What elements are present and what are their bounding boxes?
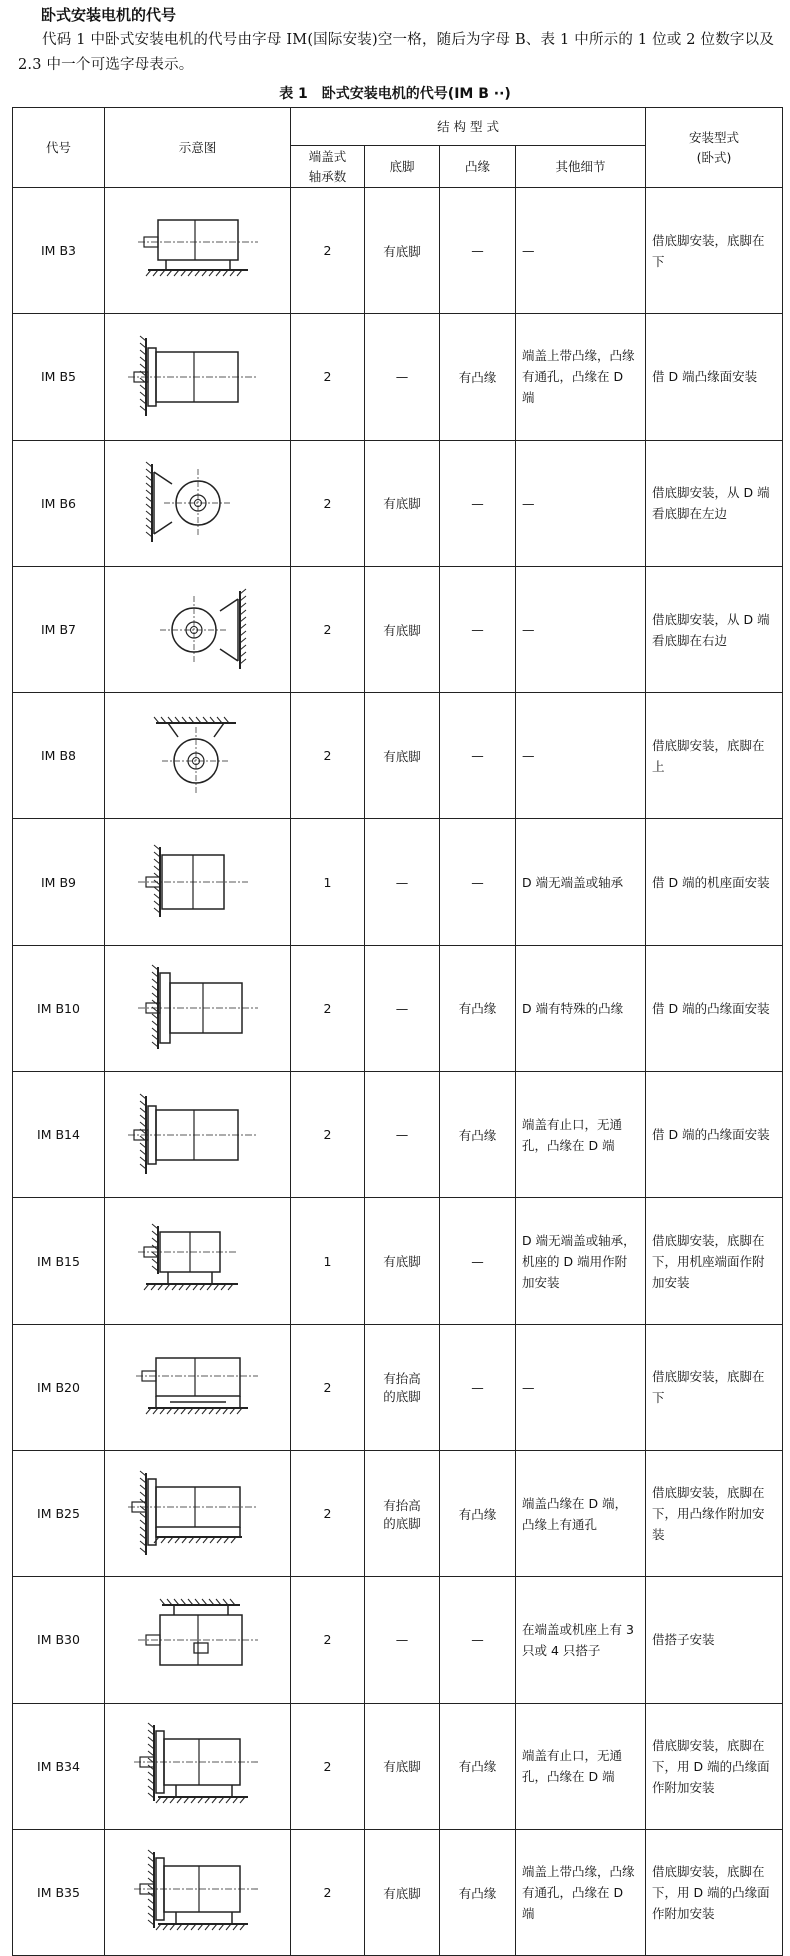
table-row: [13, 1577, 783, 1703]
flange-cell: 有凸缘: [440, 1703, 516, 1829]
feet-cell: 有抬高的底脚: [365, 1450, 440, 1576]
mounting-cell: 借底脚安装，底脚在下: [646, 188, 783, 314]
header-code: 代号: [13, 108, 105, 188]
table-row: [13, 188, 783, 314]
table-row: [13, 693, 783, 819]
header-mounting: 安装型式 (卧式): [646, 108, 783, 188]
other-cell: —: [516, 1324, 646, 1450]
table-row: [13, 314, 783, 440]
bearings-cell: 1: [291, 1198, 365, 1324]
mounting-schematic-icon: [118, 454, 278, 552]
flange-cell: 有凸缘: [440, 1450, 516, 1576]
feet-cell: —: [365, 314, 440, 440]
mounting-schematic-icon: [118, 328, 278, 426]
mounting-schematic-icon: [118, 202, 278, 300]
other-cell: —: [516, 566, 646, 692]
other-cell: 端盖有止口，无通孔，凸缘在 D 端: [516, 1072, 646, 1198]
bearings-cell: 2: [291, 1577, 365, 1703]
code-cell: IM B30: [13, 1577, 105, 1703]
flange-cell: —: [440, 1198, 516, 1324]
header-bearings: 端盖式 轴承数: [291, 146, 365, 188]
other-cell: —: [516, 440, 646, 566]
diagram-cell: [105, 945, 291, 1071]
feet-cell: 有底脚: [365, 693, 440, 819]
mounting-cell: 借底脚安装，从 D 端看底脚在右边: [646, 566, 783, 692]
diagram-cell: [105, 1577, 291, 1703]
diagram-cell: [105, 440, 291, 566]
mounting-cell: 借搭子安装: [646, 1577, 783, 1703]
bearings-cell: 2: [291, 188, 365, 314]
table-caption: 表 1 卧式安装电机的代号(IM B ··): [279, 86, 511, 102]
other-cell: 端盖凸缘在 D 端，凸缘上有通孔: [516, 1450, 646, 1576]
code-cell: IM B5: [13, 314, 105, 440]
mounting-cell: 借底脚安装，底脚在下，用 D 端的凸缘面作附加安装: [646, 1829, 783, 1955]
table-row: [13, 1198, 783, 1324]
code-cell: IM B6: [13, 440, 105, 566]
feet-cell: 有底脚: [365, 1703, 440, 1829]
flange-cell: —: [440, 188, 516, 314]
mounting-schematic-icon: [118, 707, 278, 805]
other-cell: —: [516, 693, 646, 819]
flange-cell: 有凸缘: [440, 314, 516, 440]
flange-cell: 有凸缘: [440, 1072, 516, 1198]
diagram-cell: [105, 566, 291, 692]
table-row: [13, 1829, 783, 1955]
mounting-cell: 借 D 端凸缘面安装: [646, 314, 783, 440]
table-row: [13, 1703, 783, 1829]
bearings-cell: 2: [291, 1324, 365, 1450]
code-cell: IM B7: [13, 566, 105, 692]
feet-cell: 有底脚: [365, 188, 440, 314]
diagram-cell: [105, 1072, 291, 1198]
diagram-cell: [105, 819, 291, 945]
feet-cell: —: [365, 1072, 440, 1198]
bearings-cell: 2: [291, 945, 365, 1071]
code-cell: IM B8: [13, 693, 105, 819]
mounting-cell: 借底脚安装，底脚在下: [646, 1324, 783, 1450]
flange-cell: —: [440, 1577, 516, 1703]
code-cell: IM B10: [13, 945, 105, 1071]
code-cell: IM B34: [13, 1703, 105, 1829]
table-row: [13, 440, 783, 566]
mounting-schematic-icon: [118, 1717, 278, 1815]
other-cell: D 端无端盖或轴承，机座的 D 端用作附加安装: [516, 1198, 646, 1324]
feet-cell: —: [365, 1577, 440, 1703]
code-cell: IM B9: [13, 819, 105, 945]
mounting-cell: 借 D 端的机座面安装: [646, 819, 783, 945]
flange-cell: —: [440, 566, 516, 692]
mounting-schematic-icon: [118, 833, 278, 931]
other-cell: 端盖上带凸缘，凸缘有通孔，凸缘在 D 端: [516, 1829, 646, 1955]
mounting-cell: 借底脚安装，底脚在下，用机座端面作附加安装: [646, 1198, 783, 1324]
table-row: [13, 1450, 783, 1576]
mounting-schematic-icon: [118, 1338, 278, 1436]
mounting-cell: 借底脚安装，底脚在上: [646, 693, 783, 819]
header-feet: 底脚: [365, 146, 440, 188]
mounting-cell: 借底脚安装，底脚在下，用凸缘作附加安装: [646, 1450, 783, 1576]
diagram-cell: [105, 693, 291, 819]
header-diagram: 示意图: [105, 108, 291, 188]
diagram-cell: [105, 188, 291, 314]
code-cell: IM B35: [13, 1829, 105, 1955]
table-row: [13, 566, 783, 692]
code-cell: IM B3: [13, 188, 105, 314]
header-other: 其他细节: [516, 146, 646, 188]
diagram-cell: [105, 314, 291, 440]
flange-cell: 有凸缘: [440, 945, 516, 1071]
code-cell: IM B14: [13, 1072, 105, 1198]
feet-cell: —: [365, 819, 440, 945]
code-cell: IM B20: [13, 1324, 105, 1450]
flange-cell: —: [440, 440, 516, 566]
mounting-schematic-icon: [118, 1591, 278, 1689]
mounting-schematic-icon: [118, 1212, 278, 1310]
code-cell: IM B15: [13, 1198, 105, 1324]
mounting-code-table: [12, 107, 783, 1956]
table-row: [13, 945, 783, 1071]
code-cell: IM B25: [13, 1450, 105, 1576]
intro-paragraph: 代码 1 中卧式安装电机的代号由字母 IM(国际安装)空一格，随后为字母 B、表 1 中所示的 1 位或 2 位数字以及 2.3 中一个可选字母表示。: [18, 32, 775, 73]
mounting-schematic-icon: [118, 1844, 278, 1942]
mounting-schematic-icon: [118, 959, 278, 1057]
other-cell: —: [516, 188, 646, 314]
diagram-cell: [105, 1829, 291, 1955]
flange-cell: —: [440, 819, 516, 945]
bearings-cell: 2: [291, 1829, 365, 1955]
mounting-cell: 借 D 端的凸缘面安装: [646, 945, 783, 1071]
diagram-cell: [105, 1703, 291, 1829]
bearings-cell: 2: [291, 440, 365, 566]
bearings-cell: 2: [291, 1072, 365, 1198]
bearings-cell: 2: [291, 314, 365, 440]
feet-cell: 有底脚: [365, 1198, 440, 1324]
bearings-cell: 2: [291, 693, 365, 819]
table-row: [13, 1324, 783, 1450]
feet-cell: 有抬高的底脚: [365, 1324, 440, 1450]
bearings-cell: 2: [291, 1703, 365, 1829]
other-cell: 端盖上带凸缘，凸缘有通孔，凸缘在 D 端: [516, 314, 646, 440]
header-structure: 结 构 型 式: [291, 108, 646, 146]
bearings-cell: 2: [291, 566, 365, 692]
flange-cell: —: [440, 1324, 516, 1450]
flange-cell: —: [440, 693, 516, 819]
mounting-schematic-icon: [118, 581, 278, 679]
feet-cell: 有底脚: [365, 1829, 440, 1955]
feet-cell: 有底脚: [365, 566, 440, 692]
table-row: [13, 819, 783, 945]
mounting-cell: 借 D 端的凸缘面安装: [646, 1072, 783, 1198]
bearings-cell: 1: [291, 819, 365, 945]
mounting-cell: 借底脚安装，底脚在下，用 D 端的凸缘面作附加安装: [646, 1703, 783, 1829]
other-cell: D 端有特殊的凸缘: [516, 945, 646, 1071]
mounting-schematic-icon: [118, 1086, 278, 1184]
feet-cell: 有底脚: [365, 440, 440, 566]
feet-cell: —: [365, 945, 440, 1071]
other-cell: 端盖有止口，无通孔，凸缘在 D 端: [516, 1703, 646, 1829]
section-heading: 卧式安装电机的代号: [41, 6, 177, 24]
diagram-cell: [105, 1198, 291, 1324]
table-row: [13, 1072, 783, 1198]
header-flange: 凸缘: [440, 146, 516, 188]
diagram-cell: [105, 1450, 291, 1576]
flange-cell: 有凸缘: [440, 1829, 516, 1955]
mounting-schematic-icon: [118, 1465, 278, 1563]
other-cell: 在端盖或机座上有 3 只或 4 只搭子: [516, 1577, 646, 1703]
other-cell: D 端无端盖或轴承: [516, 819, 646, 945]
mounting-cell: 借底脚安装，从 D 端看底脚在左边: [646, 440, 783, 566]
bearings-cell: 2: [291, 1450, 365, 1576]
diagram-cell: [105, 1324, 291, 1450]
